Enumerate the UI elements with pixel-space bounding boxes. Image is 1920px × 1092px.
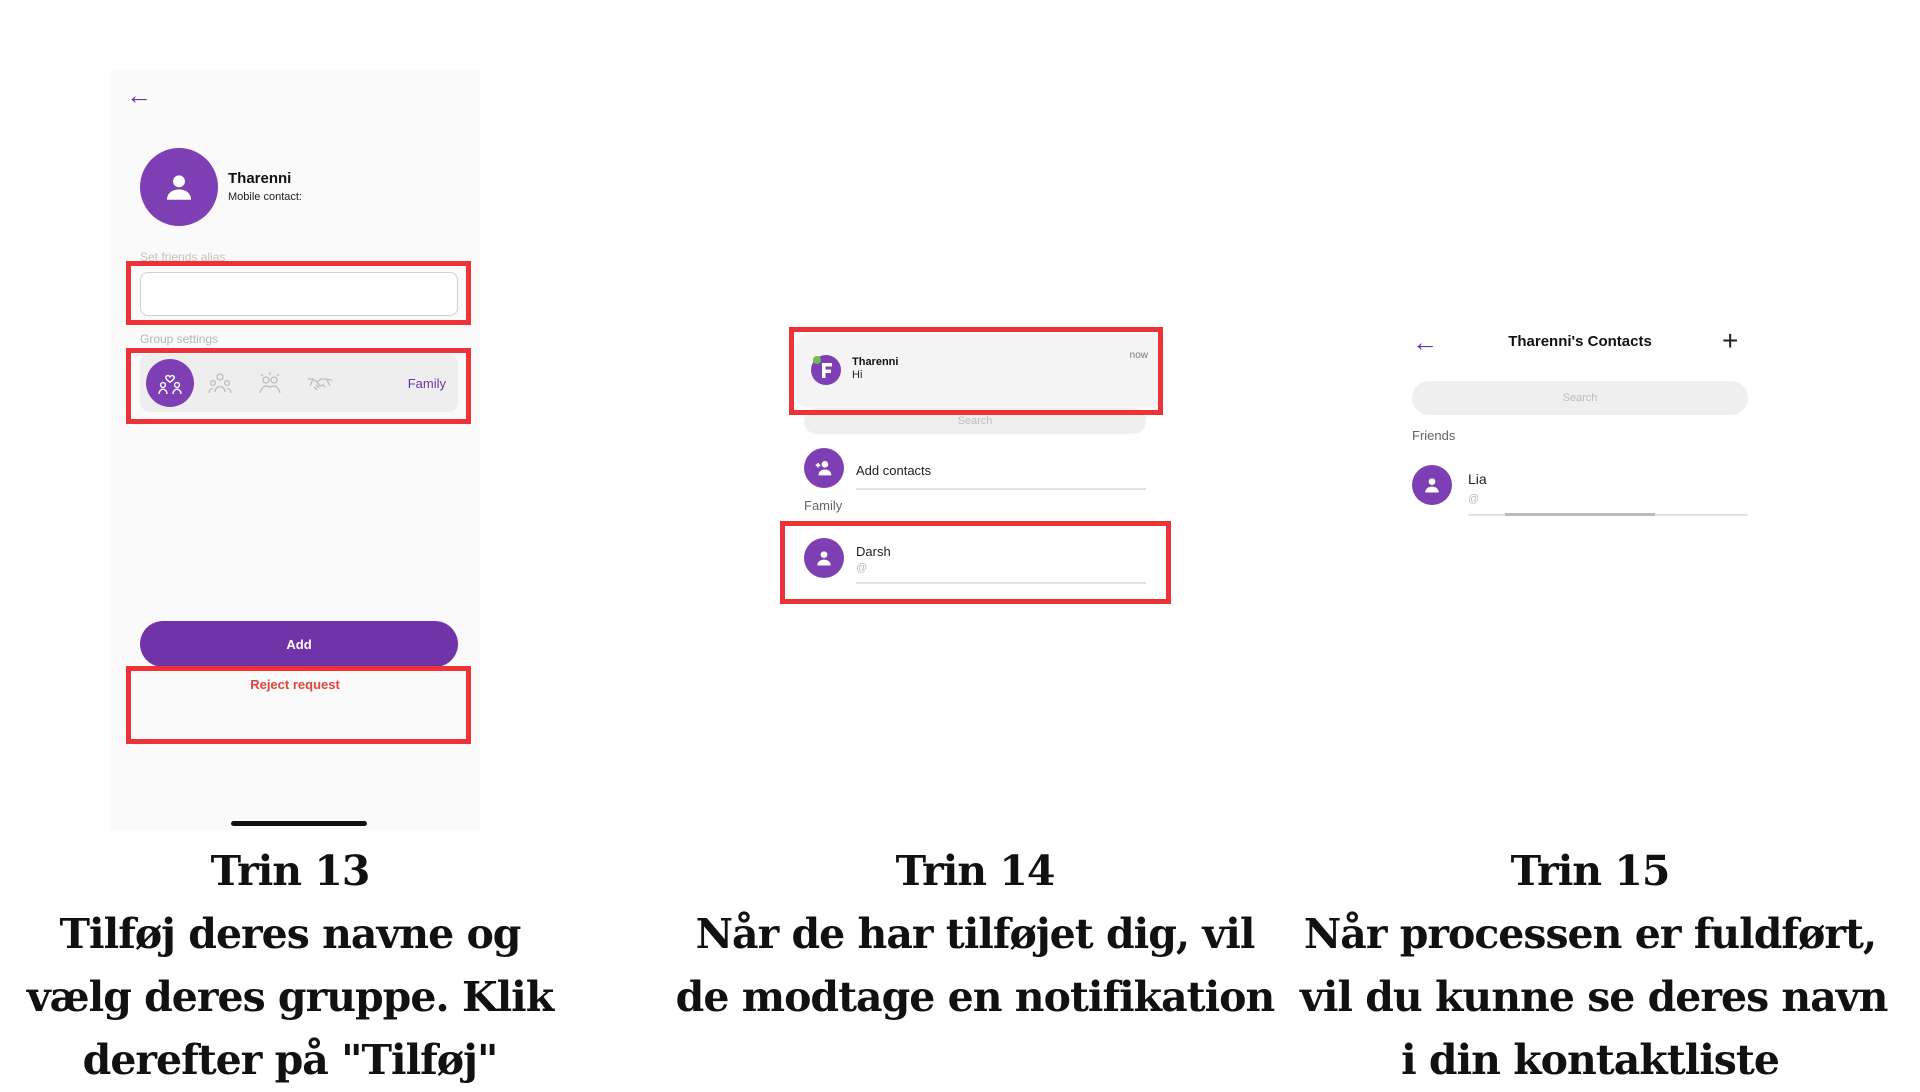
add-contact-icon[interactable] [804, 448, 844, 488]
contact-subtitle: Mobile contact: [228, 191, 302, 203]
search-input[interactable]: Search [1412, 381, 1748, 415]
reject-request-link[interactable]: Reject request [250, 677, 340, 692]
group-highlight-box [126, 348, 471, 424]
step-15-caption [1300, 840, 1888, 1092]
caption-line: Tilføj deres navne og [59, 910, 521, 958]
caption-line: Når de har tilføjet dig, vil [695, 910, 1255, 958]
contact-handle: @ [1468, 493, 1480, 505]
contact-name[interactable]: Darsh [856, 544, 891, 559]
step-title: Trin 14 [895, 847, 1055, 895]
caption-line: Når processen er fuldført, [1303, 910, 1877, 958]
caption-line: derefter på "Tilføj" [82, 1036, 498, 1084]
caption-line: de modtage en notifikation [675, 973, 1275, 1021]
contact-highlight-box [780, 521, 1171, 604]
page-title: Tharenni's Contacts [1508, 333, 1652, 350]
home-indicator [231, 821, 367, 826]
add-highlight-box [126, 666, 471, 744]
scroll-indicator [1505, 513, 1655, 516]
plus-icon[interactable]: + [1722, 325, 1739, 356]
contacts-screen [1400, 315, 1760, 535]
caption-line: vil du kunne se deres navn [1300, 973, 1888, 1021]
selected-group-label: Family [407, 375, 446, 391]
family-section-label: Family [804, 498, 843, 513]
caption-line: i din kontaktliste [1401, 1036, 1779, 1084]
add-button[interactable]: Add [140, 621, 458, 667]
step-13-caption [20, 840, 560, 1092]
notification-title: Tharenni [852, 356, 899, 368]
add-contacts-label[interactable]: Add contacts [856, 463, 932, 478]
alias-highlight-box [126, 261, 471, 325]
notification-message: Hi [852, 369, 863, 381]
notification-time: now [1129, 350, 1148, 361]
caption-line: vælg deres gruppe. Klik [26, 973, 554, 1021]
person-icon [162, 170, 196, 204]
contact-handle: @ [856, 562, 868, 574]
avatar [140, 148, 218, 226]
divider [856, 488, 1146, 490]
step-title: Trin 15 [1510, 847, 1670, 895]
arrow-left-icon[interactable]: ← [126, 80, 152, 110]
group-settings-label: Group settings [140, 332, 219, 346]
notification-highlight-box [789, 327, 1163, 415]
avatar [1412, 465, 1452, 505]
step-14-caption [670, 840, 1280, 1029]
arrow-left-icon[interactable]: ← [1412, 327, 1438, 357]
contact-name: Tharenni [228, 170, 292, 187]
step-title: Trin 13 [210, 847, 370, 895]
contact-name[interactable]: Lia [1468, 471, 1487, 487]
search-input[interactable]: Search [804, 408, 1146, 434]
friends-section-label: Friends [1412, 428, 1456, 443]
alias-label: Set friends alias [140, 250, 226, 264]
